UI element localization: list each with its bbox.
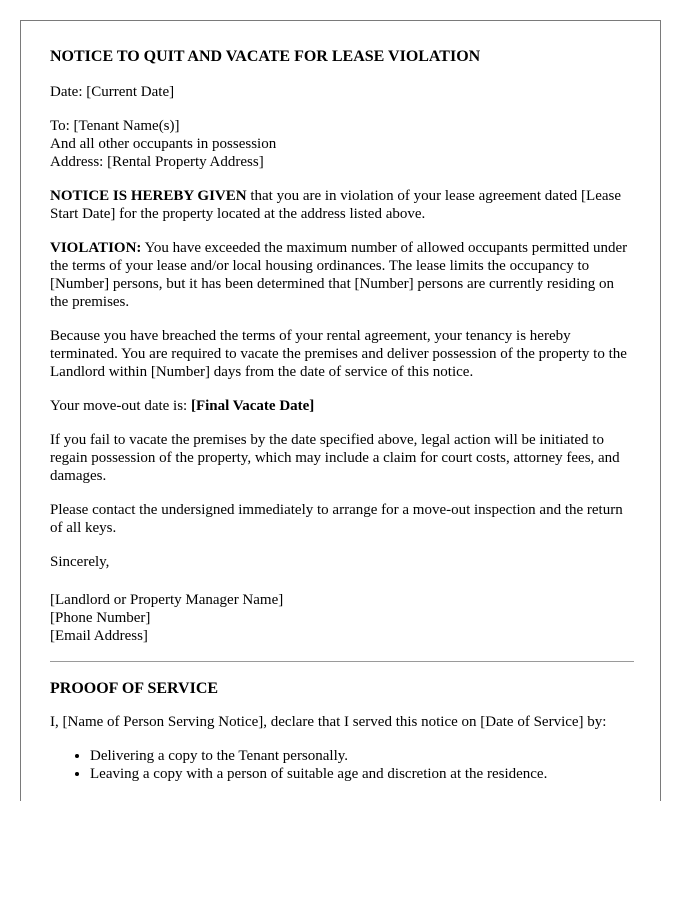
recipient-occupants: And all other occupants in possession <box>50 136 277 152</box>
section-divider <box>50 661 634 662</box>
signature-block <box>50 591 634 645</box>
move-out-paragraph <box>50 397 634 415</box>
move-out-label: Your move-out date is: <box>50 398 191 414</box>
violation-lead: VIOLATION: <box>50 240 142 256</box>
service-method-item: • Leaving a copy with a person of suitable age and discretion at the residence. <box>90 765 634 783</box>
move-out-date: [Final Vacate Date] <box>190 398 315 414</box>
termination-paragraph: Because you have breached the terms of your rental agreement, your tenancy is hereby terminated. You are required to vacate the premises and deliver possession of the property to the Landlord within [Number] days from the date of service of this notice. <box>50 328 627 380</box>
date-line: Date: [Current Date] <box>50 84 175 100</box>
document-title: NOTICE TO QUIT AND VACATE FOR LEASE VIOLATION <box>50 48 481 65</box>
violation-paragraph <box>50 239 634 311</box>
notice-text: that you are in violation of your lease agreement dated [Lease Start Date] for the property located at the address listed above. <box>50 188 622 222</box>
proof-declaration: I, [Name of Person Serving Notice], declare that I served this notice on [Date of Service] by: <box>50 714 607 730</box>
proof-of-service-title: PROOOF OF SERVICE <box>50 680 219 697</box>
recipient-block <box>50 117 634 171</box>
document-content <box>50 47 634 783</box>
signature-name: [Landlord or Property Manager Name] <box>50 592 284 608</box>
document-page <box>20 20 661 801</box>
signature-phone: [Phone Number] <box>50 610 151 626</box>
signature-email: [Email Address] <box>50 628 148 644</box>
contact-paragraph: Please contact the undersigned immediately to arrange for a move-out inspection and the return of all keys. <box>50 502 623 536</box>
notice-paragraph <box>50 187 634 223</box>
service-method-item: • Delivering a copy to the Tenant personally. <box>90 747 634 765</box>
recipient-to: To: [Tenant Name(s)] <box>50 118 180 134</box>
violation-text: You have exceeded the maximum number of allowed occupants permitted under the terms of your lease and/or local housing ordinances. The lease limits the occupancy to [Number] persons, but it has been determined that [Number] persons are currently residing on the premises. <box>50 240 628 310</box>
notice-lead: NOTICE IS HEREBY GIVEN <box>50 188 247 204</box>
closing-line: Sincerely, <box>50 554 110 570</box>
recipient-address: Address: [Rental Property Address] <box>50 154 264 170</box>
service-methods-list <box>50 747 634 783</box>
legal-action-paragraph: If you fail to vacate the premises by the date specified above, legal action will be initiated to regain possession of the property, which may include a claim for court costs, attorney fees, and damages. <box>50 432 620 484</box>
